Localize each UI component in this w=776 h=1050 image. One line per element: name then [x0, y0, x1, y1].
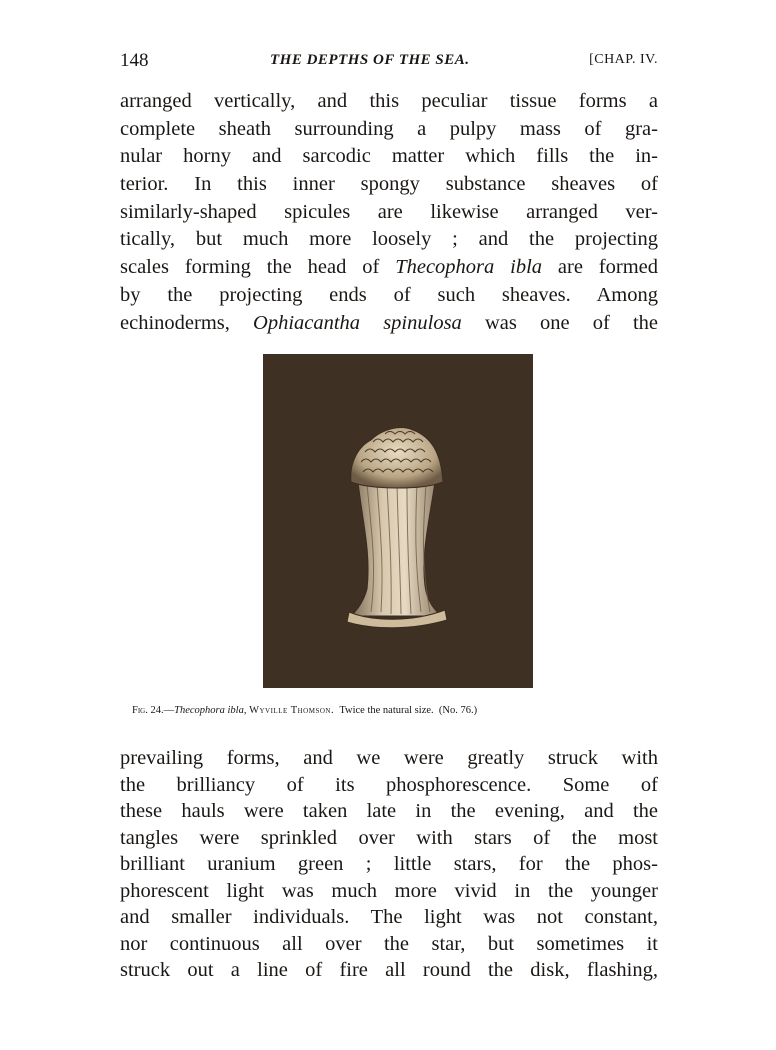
text-line: by the projecting ends of such sheaves. Among — [120, 283, 658, 306]
text-line: brilliant uranium green ; little stars, for the phos- — [120, 853, 658, 875]
caption-species: Thecophora ibla — [174, 705, 244, 716]
species-name-ophiacantha: Ophiacantha spinulosa — [253, 311, 462, 334]
text-line: arranged vertically, and this peculiar tissue forms a — [120, 90, 658, 112]
text-line: the brilliancy of its phosphorescence. Some of — [120, 773, 658, 796]
text-line: and smaller individuals. The light was not constant, — [120, 906, 658, 928]
text-line — [120, 254, 658, 282]
text-line: phorescent light was much more vivid in the younger — [120, 879, 658, 902]
text-line: nor continuous all over the star, but sometimes it — [120, 932, 658, 955]
figure-caption: Fig. 24.—Thecophora ibla, Wyville Thomson. Twice the natural size. (No. 76.) — [132, 705, 478, 716]
chapter-reference-text: [CHAP. IV. — [589, 52, 658, 67]
text-line: complete sheath surrounding a pulpy mass of gra- — [120, 117, 658, 140]
figure-thecophora-engraving — [263, 354, 533, 688]
thecophora-illustration — [263, 354, 533, 688]
line-text: was one of the — [461, 311, 658, 334]
top-paragraph — [120, 88, 658, 337]
line-text: scales forming the head of — [120, 256, 396, 279]
bottom-paragraph — [120, 745, 658, 984]
caption-author: Wyville Thomson. — [249, 705, 335, 716]
running-title: THE DEPTHS OF THE SEA. — [270, 52, 470, 68]
line-text: are formed — [542, 256, 658, 279]
text-line: nular horny and sarcodic matter which fills the in- — [120, 145, 658, 168]
page-header — [120, 50, 658, 74]
text-line: these hauls were taken late in the evening, and the — [120, 800, 658, 822]
text-line: similarly-shaped spicules are likewise arranged ver- — [120, 200, 658, 223]
text-line: tangles were sprinkled over with stars of the most — [120, 826, 658, 849]
page-number: 148 — [120, 50, 149, 71]
figure-label: Fig. 24. — [132, 705, 164, 716]
line-text: echinoderms, — [120, 311, 254, 334]
text-line: terior. In this inner spongy substance sheaves of — [120, 173, 658, 196]
caption-number: (No. 76.) — [438, 705, 478, 716]
text-line: struck out a line of fire all round the disk, flashing, — [120, 959, 658, 981]
species-name-thecophora: Thecophora ibla — [395, 256, 543, 279]
text-line: prevailing forms, and we were greatly struck with — [120, 747, 658, 769]
text-line: tically, but much more loosely ; and the projecting — [120, 228, 658, 251]
text-line — [120, 310, 658, 338]
chapter-reference — [589, 52, 658, 68]
caption-note: Twice the natural size. — [339, 705, 434, 716]
